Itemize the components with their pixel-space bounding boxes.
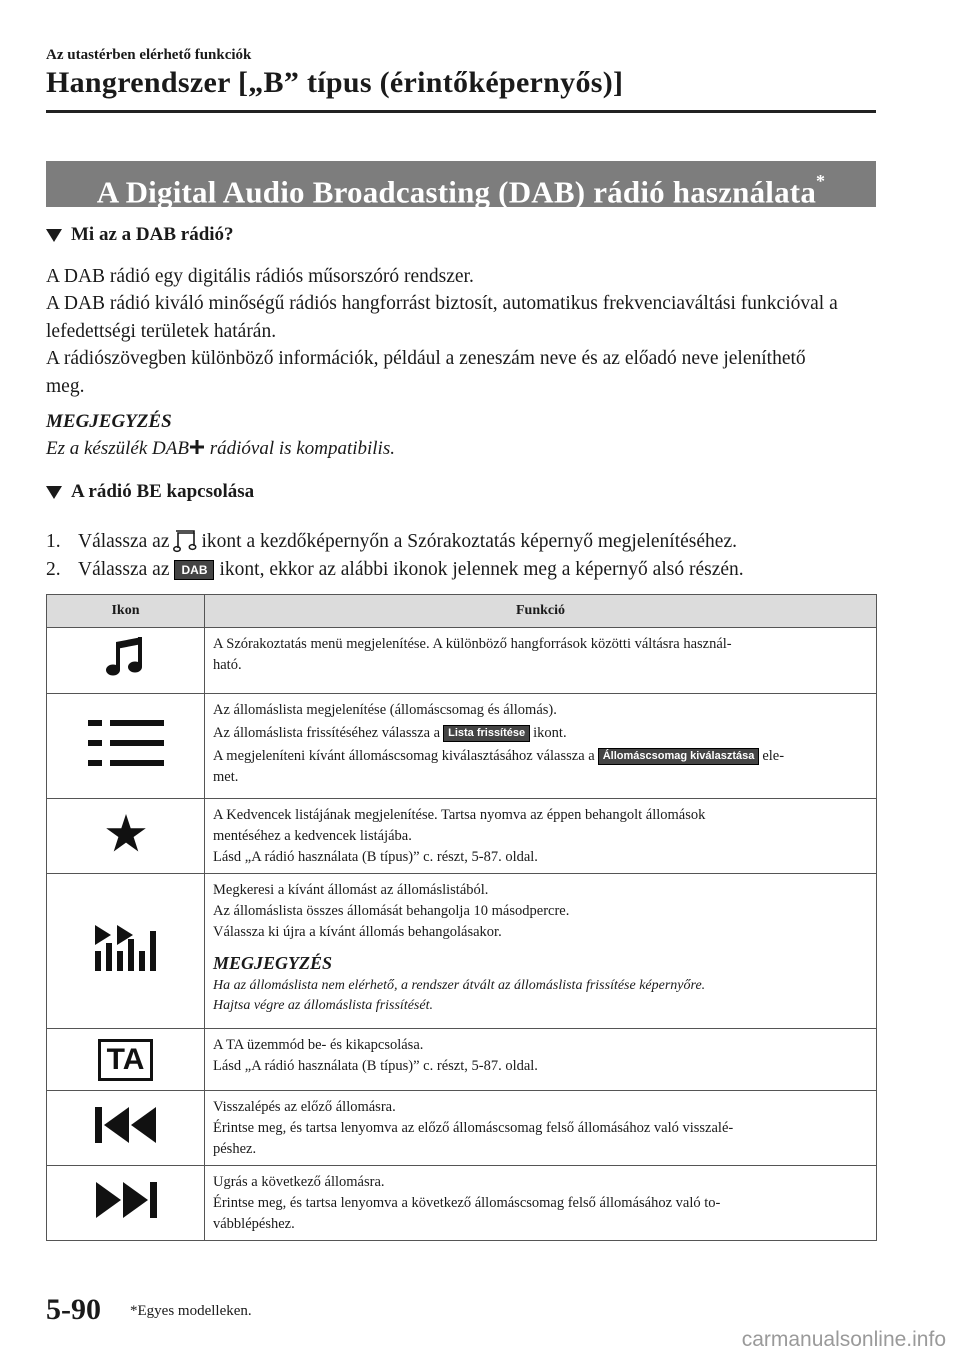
note-text-a: Ez a készülék DAB: [46, 438, 189, 459]
cell-text: Megkeresi a kívánt állomást az állomáslistából.: [213, 882, 489, 898]
function-cell: [205, 1091, 877, 1166]
step-number: 2.: [46, 559, 61, 580]
cell-text: Ugrás a következő állomásra.: [213, 1174, 385, 1190]
note-text-b: rádióval is kompatibilis.: [204, 438, 395, 459]
table-row: [47, 1166, 877, 1241]
note-title: MEGJEGYZÉS: [46, 411, 172, 432]
function-cell: [205, 1029, 877, 1091]
table-row: [47, 1029, 877, 1091]
banner-title: A Digital Audio Broadcasting (DAB) rádió használata: [96, 174, 817, 210]
cell-text-b: ikont.: [533, 725, 567, 741]
cell-text: mentéséhez a kedvencek listájába.: [213, 828, 412, 844]
function-cell: [205, 1166, 877, 1241]
cell-text-a: A megjeleníteni kívánt állomáscsomag kiválasztásához válassza a: [213, 748, 595, 764]
step-number: 1.: [46, 531, 61, 552]
note-text: [46, 438, 395, 460]
function-cell: [205, 874, 877, 1029]
cell-text: vábblépéshez.: [213, 1216, 295, 1232]
footnote: *Egyes modelleken.: [130, 1303, 252, 1319]
skip-forward-icon[interactable]: [95, 1181, 157, 1219]
step-text: Válassza az: [78, 559, 170, 580]
table-row: [47, 799, 877, 874]
step-item: [46, 559, 744, 581]
note-text: Ha az állomáslista nem elérhető, a rendszer átvált az állomáslista frissítése képernyőre.: [213, 978, 706, 993]
cell-text: A Szórakoztatás menü megjelenítése. A különböző hangforrások közötti váltásra használ-: [213, 636, 732, 652]
icon-cell: [47, 1091, 205, 1166]
cell-text: A TA üzemmód be- és kikapcsolása.: [213, 1037, 424, 1053]
step-text: ikont, ekkor az alábbi ikonok jelennek meg a képernyő alsó részén.: [219, 559, 744, 580]
paragraph: A rádiószövegben különböző információk, például a zeneszám neve és az előadó neve jeleníthető meg.: [46, 348, 806, 397]
banner-asterisk: *: [816, 171, 826, 191]
triangle-bullet-icon: [46, 229, 62, 242]
step-text: Válassza az: [78, 531, 170, 552]
cell-text: [213, 723, 868, 744]
step-item: [46, 528, 737, 556]
function-cell: [205, 799, 877, 874]
cell-text: Az állomáslista megjelenítése (állomáscsomag és állomás).: [213, 702, 557, 718]
subheading-what-is-dab: [46, 224, 234, 246]
cell-text: A Kedvencek listájának megjelenítése. Tartsa nyomva az éppen behangolt állomások: [213, 807, 706, 823]
note-title: MEGJEGYZÉS: [213, 953, 333, 973]
cell-text: Válassza ki újra a kívánt állomás behangolásakor.: [213, 924, 502, 940]
paragraph: A DAB rádió kiváló minőségű rádiós hangforrást biztosít, automatikus frekvenciaváltási funkcióval a lefedettségi területek határán.: [46, 293, 838, 342]
watermark: carmanualsonline.info: [741, 1328, 946, 1351]
table-row: [47, 694, 877, 799]
triangle-bullet-icon: [46, 486, 62, 499]
cell-text: péshez.: [213, 1141, 257, 1157]
cell-text: met.: [213, 769, 239, 785]
note-text: Hajtsa végre az állomáslista frissítését.: [213, 998, 433, 1013]
section-label: Az utastérben elérhető funkciók: [46, 47, 252, 63]
ensemble-select-button[interactable]: Állomáscsomag kiválasztása: [598, 748, 760, 765]
function-cell: [205, 628, 877, 694]
cell-text: ható.: [213, 657, 242, 673]
table-row: [47, 1091, 877, 1166]
icon-cell: [47, 799, 205, 874]
scan-icon[interactable]: [95, 925, 157, 971]
table-row: [47, 628, 877, 694]
table-header-row: [47, 595, 877, 628]
cell-text: Lásd „A rádió használata (B típus)” c. részt, 5-87. oldal.: [213, 849, 538, 865]
cell-text: Visszalépés az előző állomásra.: [213, 1099, 396, 1115]
cell-text: Az állomáslista összes állomását behangolja 10 másodpercre.: [213, 903, 570, 919]
list-icon[interactable]: [88, 720, 164, 766]
page-number: 5-90: [46, 1293, 101, 1326]
cell-text-a: Az állomáslista frissítéséhez válassza a: [213, 725, 441, 741]
icon-cell: [47, 628, 205, 694]
table-row: [47, 874, 877, 1029]
refresh-list-button[interactable]: Lista frissítése: [443, 725, 530, 742]
chapter-banner: [46, 161, 876, 210]
skip-back-icon[interactable]: [95, 1106, 157, 1144]
music-note-icon: [173, 528, 197, 556]
cell-text: Érintse meg, és tartsa lenyomva az előző állomáscsomag felső állomásához való visszalé-: [213, 1120, 734, 1136]
icon-cell: [47, 874, 205, 1029]
cell-text: Érintse meg, és tartsa lenyomva a következő állomáscsomag felső állomásához való to-: [213, 1195, 721, 1211]
subheading-text: Mi az a DAB rádió?: [71, 224, 234, 245]
star-icon[interactable]: [106, 814, 146, 852]
icon-cell: [47, 1166, 205, 1241]
icon-cell: [47, 694, 205, 799]
music-note-icon[interactable]: [104, 634, 148, 680]
icon-function-table: [46, 594, 877, 1241]
column-header-icon: Ikon: [47, 595, 205, 628]
dab-button[interactable]: DAB: [174, 560, 214, 580]
icon-cell: [47, 1029, 205, 1091]
plus-icon: [189, 439, 205, 455]
cell-text: Lásd „A rádió használata (B típus)” c. részt, 5-87. oldal.: [213, 1058, 538, 1074]
function-cell: [205, 694, 877, 799]
page-title: Hangrendszer [„B” típus (érintőképernyős)]: [46, 66, 624, 99]
header-divider: [46, 110, 876, 113]
paragraph: A DAB rádió egy digitális rádiós műsorszóró rendszer.: [46, 266, 474, 287]
cell-text: [213, 746, 868, 767]
column-header-function: Funkció: [205, 595, 877, 628]
subheading-text: A rádió BE kapcsolása: [71, 481, 255, 502]
step-text: ikont a kezdőképernyőn a Szórakoztatás képernyő megjelenítéséhez.: [201, 531, 737, 552]
cell-text-b: ele-: [762, 748, 785, 764]
subheading-radio-on: [46, 481, 254, 503]
ta-icon[interactable]: TA: [98, 1039, 154, 1081]
